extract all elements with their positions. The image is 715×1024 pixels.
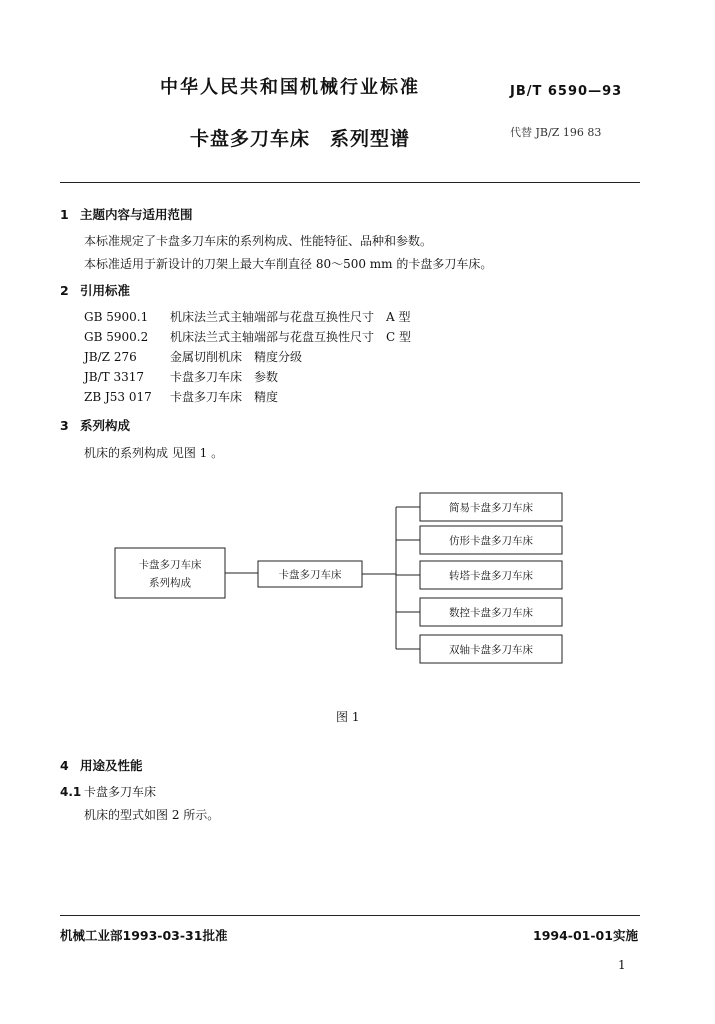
root-box	[115, 548, 225, 598]
section-2-number: 2	[60, 283, 69, 298]
section-3-number: 3	[60, 418, 69, 433]
branch-label: 仿形卡盘多刀车床	[449, 535, 533, 547]
root-label-line-1: 卡盘多刀车床	[138, 559, 202, 571]
branch-label: 数控卡盘多刀车床	[449, 607, 533, 619]
section-2-title: 引用标准	[80, 283, 131, 298]
replaces-note: 代替 JB/Z 196 83	[510, 126, 602, 139]
section-1-paragraph-2: 本标准适用于新设计的刀架上最大车削直径 80～500 mm 的卡盘多刀车床。	[84, 257, 493, 271]
reference-title: 机床法兰式主轴端部与花盘互换性尺寸 A 型	[170, 310, 411, 324]
document-title: 卡盘多刀车床 系列型谱	[190, 128, 411, 150]
section-1-number: 1	[60, 207, 69, 222]
section-3-title: 系列构成	[80, 418, 131, 433]
reference-title: 卡盘多刀车床 参数	[170, 370, 279, 384]
branch-label: 转塔卡盘多刀车床	[449, 570, 533, 582]
footer-divider	[60, 915, 640, 916]
reference-code: GB 5900.1	[84, 310, 149, 324]
subsection-4-1-heading	[60, 783, 156, 800]
standard-category-heading: 中华人民共和国机械行业标准	[160, 77, 420, 98]
middle-label: 卡盘多刀车床	[278, 569, 342, 581]
section-3-paragraph: 机床的系列构成 见图 1 。	[84, 446, 224, 460]
subsection-4-1-number: 4.1	[60, 785, 82, 799]
reference-code: JB/Z 276	[84, 350, 137, 364]
approval-note: 机械工业部1993-03-31批准	[60, 928, 228, 943]
section-4-number: 4	[60, 758, 69, 773]
branch-label: 简易卡盘多刀车床	[449, 502, 533, 514]
section-4-paragraph: 机床的型式如图 2 所示。	[84, 808, 220, 822]
reference-code: JB/T 3317	[84, 370, 145, 384]
standard-number: JB/T 6590—93	[510, 84, 623, 99]
reference-code: ZB J53 017	[84, 390, 152, 404]
effective-date: 1994-01-01实施	[533, 928, 638, 943]
figure-caption: 图 1	[336, 710, 360, 724]
reference-title: 金属切削机床 精度分级	[170, 350, 303, 364]
subsection-4-1-title: 卡盘多刀车床	[84, 785, 157, 799]
page-number: 1	[618, 958, 626, 972]
root-label-line-2: 系列构成	[149, 577, 191, 589]
section-4-heading	[60, 756, 143, 774]
section-1-title: 主题内容与适用范围	[80, 207, 193, 222]
reference-code: GB 5900.2	[84, 330, 149, 344]
reference-title: 卡盘多刀车床 精度	[170, 390, 279, 404]
branch-label: 双轴卡盘多刀车床	[449, 644, 533, 656]
section-1-paragraph-1: 本标准规定了卡盘多刀车床的系列构成、性能特征、品种和参数。	[84, 234, 433, 248]
reference-title: 机床法兰式主轴端部与花盘互换性尺寸 C 型	[170, 330, 411, 344]
section-4-title: 用途及性能	[80, 758, 143, 773]
